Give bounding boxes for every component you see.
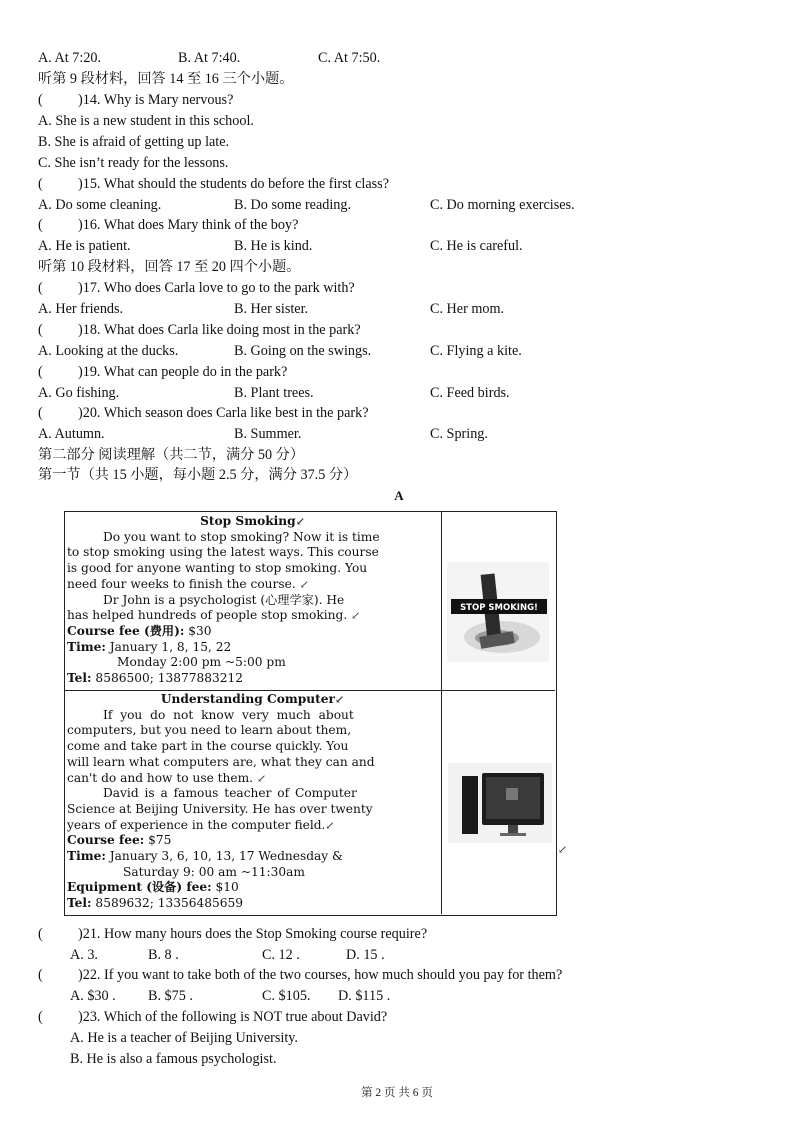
option-a: A. Autumn. [38, 426, 105, 442]
part-two-section-heading: 第一节（共 15 小题，每小题 2.5 分，满分 37.5 分） [38, 467, 358, 483]
question-16 [38, 216, 298, 234]
ad-paragraph-line: come and take part in the course quickly. You [67, 739, 349, 754]
ad-title: Stop Smoking [200, 514, 296, 528]
edit-mark-icon: ↙ [351, 609, 361, 623]
option-b: B. 8 . [148, 947, 179, 963]
option-a: A. Her friends. [38, 301, 124, 317]
question-text: )18. What does Carla like doing most in the park? [78, 322, 361, 338]
stop-smoking-image [442, 512, 555, 690]
answer-blank[interactable]: ( [38, 322, 43, 338]
ad-paragraph-line: David is a famous teacher of Computer [103, 786, 357, 801]
option-b: B. He is kind. [234, 238, 313, 254]
answer-blank[interactable]: ( [38, 176, 43, 192]
answer-blank[interactable]: ( [38, 405, 43, 421]
tel-label: Tel: [67, 896, 92, 911]
answer-blank[interactable]: ( [38, 1009, 43, 1025]
question-text: )15. What should the students do before the first class? [78, 176, 390, 192]
ad-stop-smoking-text [65, 512, 442, 690]
option-c: C. Feed birds. [430, 385, 510, 401]
ad-paragraph-line: Science at Beijing University. He has over twenty [67, 801, 373, 816]
option-b: B. Her sister. [234, 301, 309, 317]
ad-paragraph-line: computers, but you need to learn about them, [67, 723, 352, 738]
question-19 [38, 363, 287, 381]
ad-paragraph-line: Dr John is a psychologist (心理学家). He [103, 592, 345, 607]
answer-blank[interactable]: ( [38, 967, 43, 983]
ad-paragraph-line: to stop smoking using the latest ways. This course [67, 545, 379, 560]
ad-paragraph-line: is good for anyone wanting to stop smoking. You [67, 561, 368, 576]
part-two-heading: 第二部分 阅读理解（共二节，满分 50 分） [38, 447, 305, 463]
option-b: B. $75 . [148, 988, 193, 1004]
option-c: C. Her mom. [430, 301, 505, 317]
option-c: C. He is careful. [430, 238, 523, 254]
ad-title: Understanding Computer [160, 692, 335, 706]
option-a: A. 3. [70, 947, 98, 963]
question-text: )21. How many hours does the Stop Smoking course require? [78, 926, 428, 942]
tel-label: Tel: [67, 671, 92, 686]
equipment-fee-value: $10 [211, 880, 239, 895]
option-a: A. She is a new student in this school. [38, 113, 254, 129]
option-b: B. Going on the swings. [234, 343, 372, 359]
answer-blank[interactable]: ( [38, 217, 43, 233]
option-b: B. Do some reading. [234, 197, 352, 213]
answer-blank[interactable]: ( [38, 92, 43, 108]
question-14 [38, 91, 233, 109]
image-caption: STOP SMOKING! [460, 603, 538, 613]
time-label: Time: [67, 639, 106, 654]
option-a: A. Looking at the ducks. [38, 343, 179, 359]
option-c: C. 12 . [262, 947, 300, 963]
option-b: B. Summer. [234, 426, 302, 442]
fee-label: Course fee: [67, 833, 145, 848]
question-23 [38, 1008, 387, 1026]
option-a: A. At 7:20. [38, 50, 102, 66]
option-d: D. 15 . [346, 947, 385, 963]
ad-computer-text [65, 690, 442, 914]
tel-value: 8586500; 13877883212 [91, 671, 243, 686]
option-a: A. Go fishing. [38, 385, 120, 401]
fee-value: $30 [184, 623, 212, 638]
time-value: Saturday 9: 00 am ~11:30am [123, 864, 305, 879]
answer-blank[interactable]: ( [38, 926, 43, 942]
fee-value: $75 [144, 833, 172, 848]
ad-paragraph-line: years of experience in the computer field. [67, 817, 326, 832]
answer-blank[interactable]: ( [38, 364, 43, 380]
option-c: C. Spring. [430, 426, 488, 442]
option-a: A. He is patient. [38, 238, 131, 254]
option-c: C. At 7:50. [318, 50, 381, 66]
ad-paragraph-line: has helped hundreds of people stop smoking. [67, 608, 348, 623]
option-b: B. She is afraid of getting up late. [38, 134, 230, 150]
question-17 [38, 279, 355, 297]
ad-paragraph-line: can't do and how to use them. [67, 770, 254, 785]
option-c: C. Flying a kite. [430, 343, 522, 359]
option-c: C. She isn’t ready for the lessons. [38, 155, 229, 171]
ad-paragraph-line: If you do not know very much about [103, 707, 354, 722]
option-b: B. At 7:40. [178, 50, 241, 66]
question-18 [38, 321, 361, 339]
question-text: )22. If you want to take both of the two courses, how much should you pay for them? [78, 967, 563, 983]
passage-label: A [394, 488, 404, 503]
time-value: Monday 2:00 pm ~5:00 pm [117, 655, 286, 670]
equipment-fee-label: Equipment (设备) fee: [67, 880, 212, 895]
option-a: A. He is a teacher of Beijing University. [70, 1030, 298, 1046]
option-b: B. Plant trees. [234, 385, 314, 401]
edit-mark-icon: ↙ [325, 818, 335, 832]
ad-paragraph-line: Do you want to stop smoking? Now it is time [103, 529, 380, 544]
answer-blank[interactable]: ( [38, 280, 43, 296]
option-b: B. He is also a famous psychologist. [70, 1051, 277, 1067]
edit-mark-icon: ↙ [295, 515, 305, 528]
ad-paragraph-line: need four weeks to finish the course. [67, 576, 296, 591]
edit-mark-icon: ↙ [299, 577, 309, 591]
question-21 [38, 925, 427, 943]
option-a: A. $30 . [70, 988, 116, 1004]
question-text: )20. Which season does Carla like best in the park? [78, 405, 369, 421]
option-c: C. $105. [262, 988, 311, 1004]
ad-paragraph-line: will learn what computers are, what they can and [67, 754, 375, 769]
computer-icon [442, 691, 555, 915]
section-heading-9: 听第 9 段材料，回答 14 至 16 三个小题。 [38, 71, 294, 87]
time-value: January 3, 6, 10, 13, 17 Wednesday & [105, 849, 343, 864]
question-15 [38, 175, 389, 193]
question-text: )14. Why is Mary nervous? [78, 92, 234, 108]
cigarette-icon [442, 512, 555, 690]
option-a: A. Do some cleaning. [38, 197, 162, 213]
question-text: )16. What does Mary think of the boy? [78, 217, 299, 233]
edit-mark-icon: ↙ [558, 844, 568, 856]
computer-image [442, 690, 555, 915]
question-20 [38, 404, 369, 422]
question-text: )19. What can people do in the park? [78, 364, 288, 380]
page-footer: 第 2 页 共 6 页 [361, 1087, 433, 1099]
question-text: )17. Who does Carla love to go to the park with? [78, 280, 355, 296]
section-heading-10: 听第 10 段材料，回答 17 至 20 四个小题。 [38, 259, 301, 275]
fee-label: Course fee (费用): [67, 623, 185, 638]
option-d: D. $115 . [338, 988, 391, 1004]
edit-mark-icon: ↙ [256, 771, 267, 785]
time-label: Time: [67, 849, 106, 864]
option-c: C. Do morning exercises. [430, 197, 575, 213]
question-text: )23. Which of the following is NOT true about David? [78, 1009, 388, 1025]
tel-value: 8589632; 13356485659 [91, 896, 243, 911]
question-22 [38, 966, 562, 984]
time-value: January 1, 8, 15, 22 [105, 639, 232, 654]
edit-mark-icon: ↙ [334, 693, 345, 706]
ad-table [64, 511, 557, 916]
